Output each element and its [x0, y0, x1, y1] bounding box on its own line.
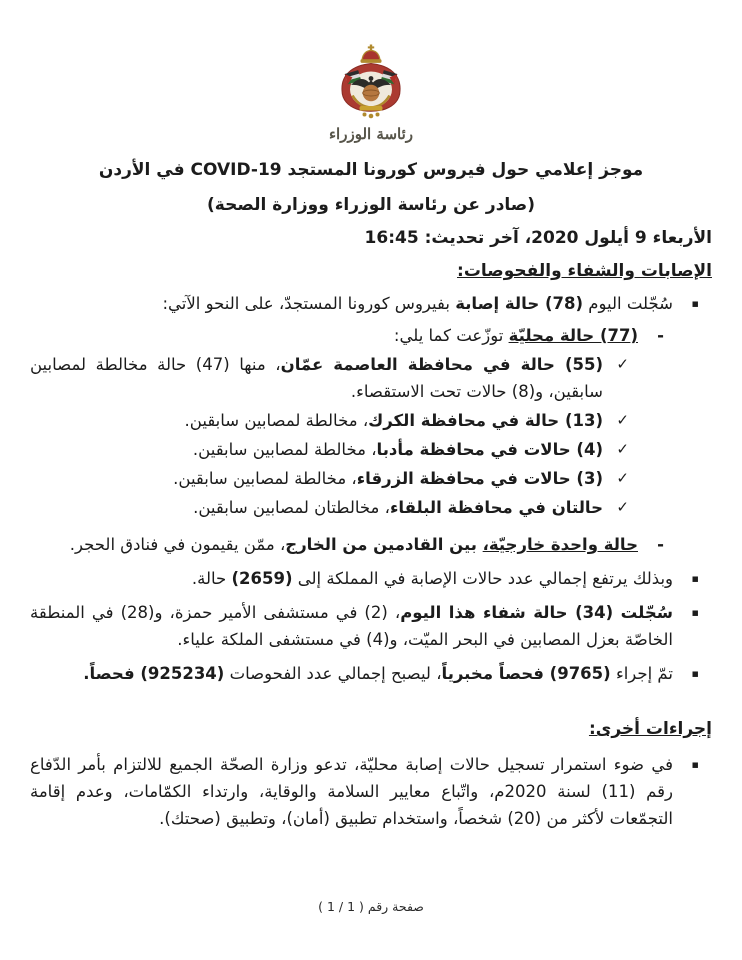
check-bullet-icon: ✓ — [616, 469, 629, 487]
list-item-text: (55) حالة في محافظة العاصمة عمّان، منها (47) حالة مخالطة لمصابين سابقين، و(8) حالات تحت الاستقصاء. — [30, 355, 604, 401]
list-item-text: (77) حالة محليّة توزّعت كما يلي: — [393, 326, 638, 345]
list-item-text: (3) حالات في محافظة الزرقاء، مخالطة لمصابين سابقين. — [173, 469, 603, 488]
bullet-external-case — [30, 531, 712, 558]
list-item-text: حالتان في محافظة البلقاء، مخالطتان لمصابين سابقين. — [193, 498, 603, 517]
list-item-text: سُجّلت اليوم (78) حالة إصابة بفيروس كورونا المستجدّ، على النحو الآتي: — [162, 294, 673, 313]
bullet-recoveries — [30, 599, 712, 653]
dash-bullet-icon: - — [657, 535, 664, 554]
square-bullet-icon: ▪ — [691, 572, 699, 585]
logo-org-name: رئاسة الوزراء — [328, 125, 414, 143]
square-bullet-icon: ▪ — [691, 758, 699, 771]
check-bullet-icon: ✓ — [616, 355, 629, 373]
bullet-karak-cases — [30, 407, 712, 434]
check-bullet-icon: ✓ — [616, 411, 629, 429]
bullet-amman-cases — [30, 351, 712, 405]
square-bullet-icon: ▪ — [691, 297, 699, 310]
list-item-text: حالة واحدة خارجيّة، بين القادمين من الخارج، ممّن يقيمون في فنادق الحجر. — [69, 535, 638, 554]
list-item-text: (4) حالات في محافظة مأدبا، مخالطة لمصابين سابقين. — [192, 440, 603, 459]
bullet-total-kingdom-cases — [30, 565, 712, 592]
document-title: موجز إعلامي حول فيروس كورونا المستجد COVID-19 في الأردن — [98, 160, 644, 180]
bullet-daily-cases-total — [30, 290, 712, 317]
check-bullet-icon: ✓ — [616, 498, 629, 516]
check-bullet-icon: ✓ — [616, 440, 629, 458]
square-bullet-icon: ▪ — [691, 606, 699, 619]
bullet-balqa-cases — [30, 494, 712, 521]
list-item-text: تمّ إجراء (9765) فحصاً مخبرياً، ليصبح إجمالي عدد الفحوصات (925234) فحصاً. — [83, 664, 673, 683]
bullet-madaba-cases — [30, 436, 712, 463]
list-item-text: سُجّلت (34) حالة شفاء هذا اليوم، (2) في مستشفى الأمير حمزة، و(28) في المنطقة الخاصّة بعزل المصابين في البحر الميّت، و(4) في مستشفى الملكة علياء. — [30, 603, 674, 649]
section-heading-other: إجراءات أخرى: — [588, 719, 712, 739]
jordan-coat-of-arms — [30, 44, 712, 143]
square-bullet-icon: ▪ — [691, 667, 699, 680]
date-line: الأربعاء 9 أيلول 2020، آخر تحديث: 16:45 — [364, 228, 712, 248]
coat-of-arms-graphic — [315, 44, 427, 124]
document-subtitle: (صادر عن رئاسة الوزراء ووزارة الصحة) — [207, 195, 535, 215]
section-heading-infections: الإصابات والشفاء والفحوصات: — [457, 261, 712, 281]
list-item-text: (13) حالة في محافظة الكرك، مخالطة لمصابين سابقين. — [184, 411, 603, 430]
dash-bullet-icon: - — [657, 326, 664, 345]
bullet-local-cases — [30, 322, 712, 349]
bullet-lab-tests — [30, 660, 712, 687]
list-item-text: في ضوء استمرار تسجيل حالات إصابة محليّة، تدعو وزارة الصحّة الجميع للالتزام بأمر الدّفاع رقم (11) لسنة 2020م، واتّباع معايير السلامة والوقاية، وارتداء الكمّامات، وعدم إقامة التجمّعات لأكثر من (20) شخصاً، واستخدام تطبيق (أمان)، وتطبيق (صحتك). — [30, 755, 673, 828]
bullet-zarqa-cases — [30, 465, 712, 492]
bullet-health-ministry-call — [30, 751, 712, 832]
page-number: صفحة رقم ( 1 / 1 ) — [318, 899, 424, 914]
list-item-text: وبذلك يرتفع إجمالي عدد حالات الإصابة في المملكة إلى (2659) حالة. — [191, 569, 673, 588]
